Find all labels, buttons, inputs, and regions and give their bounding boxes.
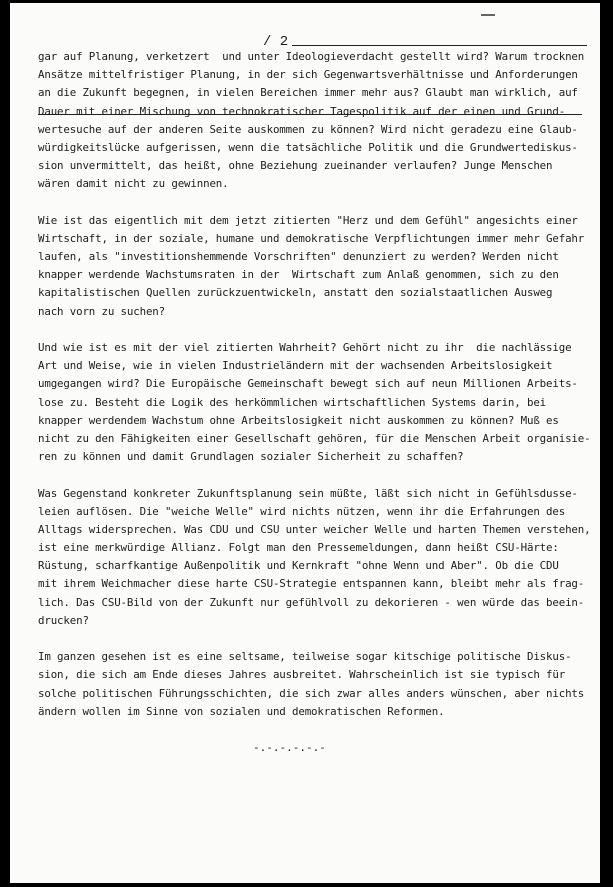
text-line: Und wie ist es mit der viel zitierten Wahrheit? Gehört nicht zu ihr die nachlässige — [38, 341, 572, 354]
text-line: leien auflösen. Die "weiche Welle" wird nichts nützen, wenn ihr die Erfahrungen des — [38, 504, 566, 518]
text-line: Ansätze mittelfristiger Planung, in der sich Gegenwartsverhältnisse und Anforderungen — [38, 68, 578, 82]
text-line: wären damit nicht zu gewinnen. — [38, 177, 229, 191]
text-line: ren zu können und damit Grundlagen sozialer Sicherheit zu schaffen? — [38, 450, 464, 464]
text-line: Dauer mit einer Mischung von technokratischer Tagespolitik auf der einen und Grund- — [38, 104, 566, 118]
paragraph — [38, 485, 591, 631]
text-line: Im ganzen gesehen ist es eine seltsame, teilweise sogar kitschige politische Diskus- — [38, 650, 572, 664]
text-line: gar auf Planung, verketzert und unter Ideologieverdacht gestellt wird? Warum trocknen — [38, 50, 585, 63]
text-line: an die Zukunft begegnen, in vielen Bereichen immer mehr aus? Glaubt man wirklich, auf — [38, 86, 578, 100]
paragraph — [38, 339, 591, 466]
text-line: wertesuche auf der anderen Seite auskommen zu können? Wird nicht geradezu eine Glaub- — [38, 122, 578, 136]
paragraph-gap — [38, 466, 582, 484]
end-mark: -.-.-.-.-.- — [253, 741, 326, 754]
paragraph-gap — [38, 630, 582, 648]
text-line: Wie ist das eigentlich mit dem jetzt zitierten "Herz und dem Gefühl" angesichts einer — [38, 213, 578, 227]
paragraph-gap — [38, 321, 582, 339]
text-line: Rüstung, scharfkantige Außenpolitik und Kernkraft "ohne Wenn und Aber". Ob die CDU — [38, 559, 559, 573]
text-line: würdigkeitslücke aufgerissen, wenn die tatsächliche Politik und die Grundwertediskus- — [38, 140, 578, 154]
text-line: sion unvermittelt, das heißt, ohne Beziehung zueinander verlaufen? Junge Menschen — [38, 159, 553, 173]
text-line: Wirtschaft, in der soziale, humane und demokratische Verpflichtungen immer mehr Gefahr — [38, 231, 585, 245]
body-text — [38, 48, 591, 721]
paragraph — [38, 212, 585, 321]
text-line: lose zu. Besteht die Logik des herkömmlichen wirtschaftlichen Systems darin, bei — [38, 395, 547, 409]
text-line: ändern wollen im Sinne von sozialen und demokratischen Reformen. — [38, 704, 445, 718]
header-rule — [292, 45, 587, 46]
text-line: ist eine merkwürdige Allianz. Folgt man den Pressemeldungen, dann heißt CSU-Härte: — [38, 541, 559, 555]
paragraph — [38, 48, 585, 194]
text-line: nicht zu den Fähigkeiten einer Gesellschaft gehören, für die Menschen Arbeit organisie- — [38, 431, 591, 445]
text-line: mit ihrem Weichmacher diese harte CSU-Strategie entspannen kann, bleibt mehr als frag- — [38, 577, 585, 591]
text-line: Was Gegenstand konkreter Zukunftsplanung sein müßte, läßt sich nicht in Gefühlsdusse- — [38, 486, 578, 500]
text-line: umgegangen wird? Die Europäische Gemeinschaft bewegt sich auf neun Millionen Arbeits- — [38, 377, 578, 391]
text-line: nach vorn zu suchen? — [38, 304, 166, 318]
text-line: solche politischen Führungsschichten, die sich zwar alles anders wünschen, aber nichts — [38, 686, 585, 700]
text-line: laufen, als "investitionshemmende Vorschriften" denunziert zu werden? Werden nicht — [38, 250, 559, 264]
scan-mark — [481, 14, 495, 16]
text-line: Alltags widersprechen. Was CDU und CSU unter weicher Welle und harten Themen verstehen, — [38, 522, 591, 536]
text-line: drucken? — [38, 613, 89, 627]
paragraph-gap — [38, 194, 582, 212]
text-line: Art und Weise, wie in vielen Industrieländern mit der wachsenden Arbeitslosigkeit — [38, 359, 553, 373]
text-line: knapper werdendem Wachstum ohne Arbeitslosigkeit nicht auskommen zu können? Muß es — [38, 413, 559, 427]
text-line: lich. Das CSU-Bild von der Zukunft nur gefühlvoll zu dekorieren - wen würde das beein- — [38, 595, 585, 609]
paragraph — [38, 648, 585, 721]
page-number: / 2 — [263, 34, 289, 50]
text-line: knapper werdende Wachstumsraten in der Wirtschaft zum Anlaß genommen, sich zu den — [38, 268, 559, 282]
text-line: kapitalistischen Quellen zurückzuentwickeln, anstatt den sozialstaatlichen Ausweg — [38, 286, 553, 300]
text-line: sion, die sich am Ende dieses Jahres ausbreitet. Wahrscheinlich ist sie typisch für — [38, 668, 566, 682]
